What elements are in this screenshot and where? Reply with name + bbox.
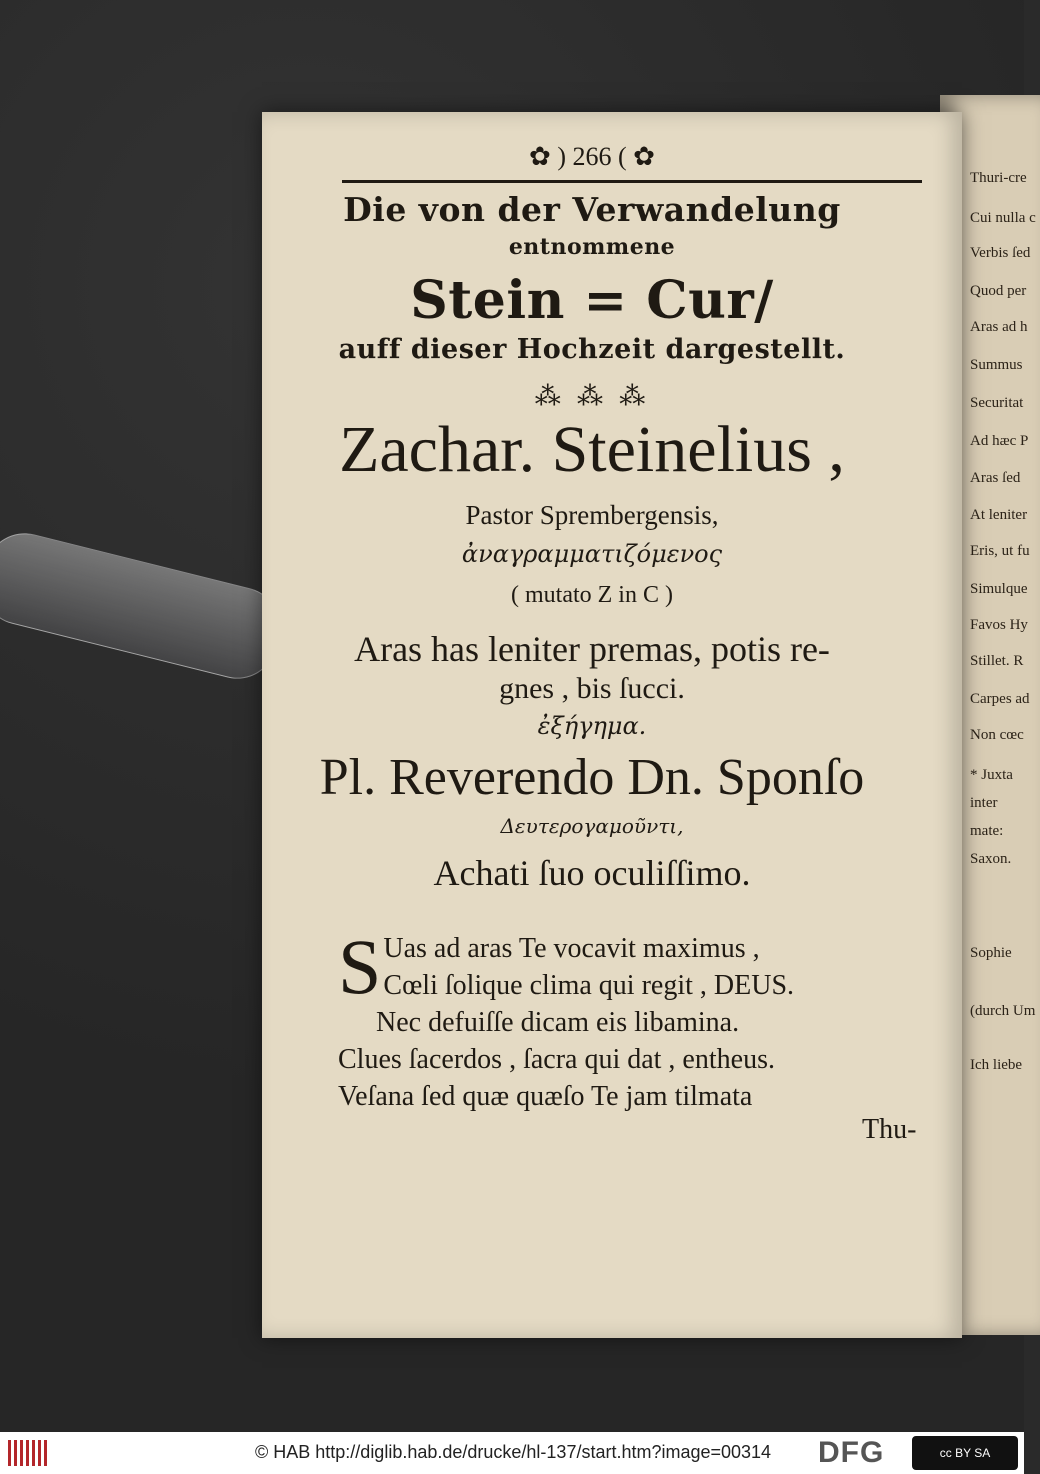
poem-line: Veſana ſed quæ quæſo Te jam tilmata (338, 1081, 753, 1112)
next-page-line: Simulque (970, 581, 1028, 597)
next-page-line: (durch Um (970, 1003, 1036, 1019)
greek-second-marriage: Δευτερογαμοῦντι, (500, 814, 684, 838)
viewer-footer (0, 1432, 1024, 1474)
book-page (262, 112, 962, 1338)
poem-line: Nec defuiſſe dicam eis libamina. (376, 1007, 740, 1038)
next-page-line: Saxon. (970, 851, 1012, 867)
license-badge[interactable]: cc BY SA (912, 1436, 1018, 1470)
author-name: Zachar. Steinelius , (339, 413, 845, 486)
catchword: Thu- (862, 1114, 917, 1145)
poem-line: Uas ad aras Te vocavit maximus , (383, 933, 760, 964)
next-page-line: Favos Hy (970, 617, 1028, 633)
heading-line-4: auff dieser Hochzeit dargestellt. (338, 334, 846, 365)
anagram-line-1: Aras has leniter premas, potis re- (354, 629, 830, 669)
next-page-line: Verbis ſed (970, 245, 1031, 261)
next-page-line: Aras ad h (970, 319, 1028, 335)
next-page-line: * Juxta (970, 767, 1013, 783)
poem-line: Cœli ſolique clima qui regit , DEUS. (383, 970, 795, 1001)
heading-line-2: entnommene (508, 234, 676, 260)
next-page-line: Ich liebe (970, 1057, 1023, 1073)
hab-logo-icon (8, 1440, 48, 1466)
next-page-line: Eris, ut fu (970, 543, 1030, 559)
next-page-line: Summus (970, 357, 1023, 373)
poem (338, 923, 898, 1115)
next-page-line: inter (970, 795, 998, 811)
next-page-line: Quod per (970, 283, 1027, 299)
ornament-stars: ⁂ ⁂ ⁂ (534, 382, 650, 412)
header-rule (342, 180, 922, 183)
poem-dropcap: S (338, 923, 382, 1010)
mutato-note: ( mutato Z in C ) (511, 582, 673, 608)
next-page-line: At leniter (970, 507, 1028, 523)
greek-exegesis: ἐξήγημα. (537, 712, 647, 740)
achati-line: Achati ſuo oculiſſimo. (433, 853, 751, 893)
next-page-line: Sophie (970, 945, 1012, 961)
heading-line-3: Stein = Cur/ (410, 270, 774, 331)
next-page-line: Cui nulla c (970, 210, 1036, 226)
poem-line: Clues ſacerdos , ſacra qui dat , entheus. (338, 1044, 775, 1075)
next-page-line: Stillet. R (970, 653, 1024, 669)
author-title: Pastor Sprembergensis, (465, 500, 719, 530)
next-page-line: Carpes ad (970, 691, 1030, 707)
dedication-line: Pl. Reverendo Dn. Sponſo (319, 749, 865, 806)
next-page-line: Aras ſed (970, 470, 1021, 486)
greek-anagram-word: ἀναγραμματιζόμενος (461, 540, 723, 568)
next-page-line: Non cœc (970, 727, 1024, 743)
next-page-line: Securitat (970, 395, 1024, 411)
page-number: ✿ ) 266 ( ✿ (529, 142, 655, 171)
next-page-line: Ad hæc P (970, 433, 1029, 449)
copyright-link[interactable]: © HAB http://diglib.hab.de/drucke/hl-137/start.htm?image=00314 (255, 1442, 772, 1462)
next-page-line: Thuri-cre (970, 170, 1027, 186)
heading-line-1: Die von der Verwandelung (343, 190, 841, 229)
next-page-line: mate: (970, 823, 1004, 839)
dfg-logo: DFG (818, 1436, 885, 1469)
anagram-line-2: gnes , bis ſucci. (499, 672, 685, 705)
